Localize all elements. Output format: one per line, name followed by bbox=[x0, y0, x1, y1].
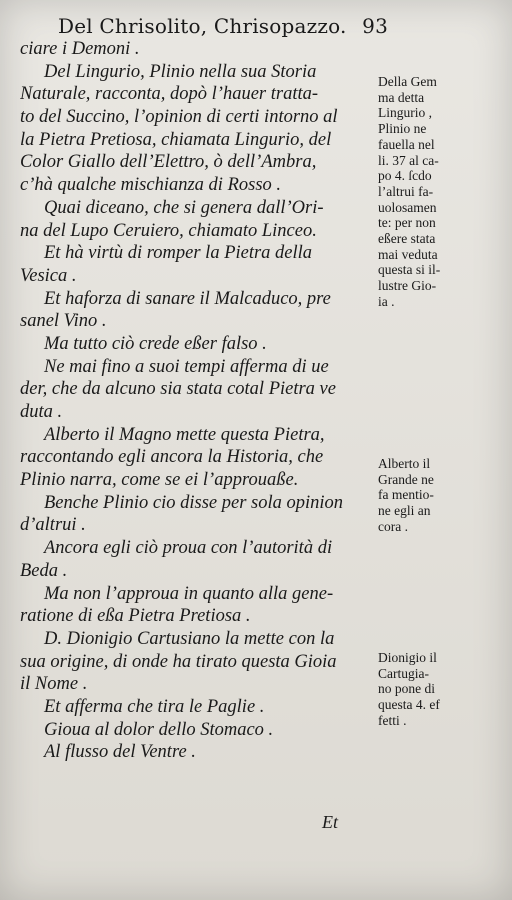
side-note-line: questa si il- bbox=[378, 262, 441, 278]
side-note-line: uolosamen bbox=[378, 199, 437, 215]
side-note-line: ia . bbox=[378, 293, 395, 309]
text-line: Et afferma che tira le Paglie . bbox=[44, 696, 265, 717]
side-note-line: Della Gem bbox=[378, 74, 437, 89]
text-line: Color Giallo dell’Elettro, ò dell’Ambra, bbox=[20, 152, 317, 173]
side-note-line: Plinio ne bbox=[378, 121, 427, 137]
running-title: Del Chrisolito, Chrisopazzo. bbox=[58, 14, 347, 38]
side-note-line: te: per non bbox=[378, 215, 436, 231]
side-note-line: fa mentio- bbox=[378, 487, 434, 503]
text-line: Gioua al dolor dello Stomaco . bbox=[44, 719, 274, 740]
side-note-line: eßere stata bbox=[378, 231, 436, 247]
catchword: Et bbox=[322, 812, 338, 832]
text-line: Et haforza di sanare il Malcaduco, pre bbox=[44, 288, 331, 309]
text-line: duta . bbox=[20, 402, 63, 422]
text-line: la Pietra Pretiosa, chiamata Lingurio, del bbox=[20, 129, 332, 150]
side-note-line: ne egli an bbox=[378, 503, 431, 519]
side-note-line: lustre Gio- bbox=[378, 278, 437, 294]
side-note-line: cora . bbox=[378, 518, 408, 534]
side-note-line: Cartugia- bbox=[378, 665, 429, 681]
side-note-line: Alberto il bbox=[378, 456, 431, 471]
text-line: sua origine, di onde ha tirato questa Gioia bbox=[20, 651, 337, 672]
text-line: Ne mai fino a suoi tempi afferma di ue bbox=[44, 356, 329, 377]
text-line: na del Lupo Ceruiero, chiamato Linceo. bbox=[20, 220, 317, 241]
text-line: Quai diceano, che si genera dall’Ori- bbox=[44, 197, 324, 218]
text-line: il Nome . bbox=[20, 674, 88, 695]
side-note-line: po 4. ſcdo bbox=[378, 168, 432, 184]
side-note-line: questa 4. ef bbox=[378, 697, 440, 713]
text-line: ratione di eßa Pietra Pretiosa . bbox=[20, 606, 251, 627]
side-note-line: fetti . bbox=[378, 712, 407, 728]
text-line: Ma non l’approua in quanto alla gene- bbox=[44, 583, 334, 604]
text-line: D. Dionigio Cartusiano la mette con la bbox=[44, 628, 335, 649]
side-note-line: mai veduta bbox=[378, 246, 438, 262]
text-line: Benche Plinio cio disse per sola opinion bbox=[44, 492, 344, 513]
text-line: sanel Vino . bbox=[20, 311, 107, 332]
text-line: to del Succino, l’opinion di certi intorno al bbox=[20, 107, 338, 128]
side-note-lingurio bbox=[378, 74, 498, 310]
text-line: Al flusso del Ventre . bbox=[44, 742, 196, 763]
side-note-dionigio bbox=[378, 650, 498, 729]
side-note-line: li. 37 al ca- bbox=[378, 152, 439, 168]
side-note-line: no pone di bbox=[378, 681, 435, 697]
side-note-line: l’altrui fa- bbox=[378, 183, 434, 199]
text-line: raccontando egli ancora la Historia, che bbox=[20, 447, 324, 468]
side-note-line: Dionigio il bbox=[378, 650, 437, 665]
text-line: Vesica . bbox=[20, 265, 77, 286]
page-number: 93 bbox=[362, 14, 388, 38]
main-text-column bbox=[20, 38, 376, 764]
running-head bbox=[58, 14, 388, 38]
text-line: Ma tutto ciò crede eßer falso . bbox=[44, 333, 267, 354]
side-note-line: fauella nel bbox=[378, 136, 435, 152]
text-line: Ancora egli ciò proua con l’autorità di bbox=[44, 538, 333, 559]
side-note-line: ma detta bbox=[378, 89, 425, 105]
text-line: Plinio narra, come se ei l’approuaße. bbox=[20, 470, 299, 491]
text-line: ciare i Demoni . bbox=[20, 39, 140, 59]
text-line: d’altrui . bbox=[20, 515, 86, 536]
side-note-alberto bbox=[378, 456, 498, 535]
text-line: c’hà qualche mischianza di Rosso . bbox=[20, 175, 282, 196]
text-line: Beda . bbox=[20, 560, 68, 581]
text-line: Et hà virtù di romper la Pietra della bbox=[44, 243, 313, 264]
text-line: Alberto il Magno mette questa Pietra, bbox=[44, 424, 325, 445]
side-note-line: Lingurio , bbox=[378, 105, 432, 121]
text-line: der, che da alcuno sia stata cotal Pietra ve bbox=[20, 379, 336, 400]
text-line: Del Lingurio, Plinio nella sua Storia bbox=[44, 61, 317, 82]
side-note-line: Grande ne bbox=[378, 471, 434, 487]
text-line: Naturale, racconta, dopò l’hauer tratta- bbox=[20, 84, 319, 105]
